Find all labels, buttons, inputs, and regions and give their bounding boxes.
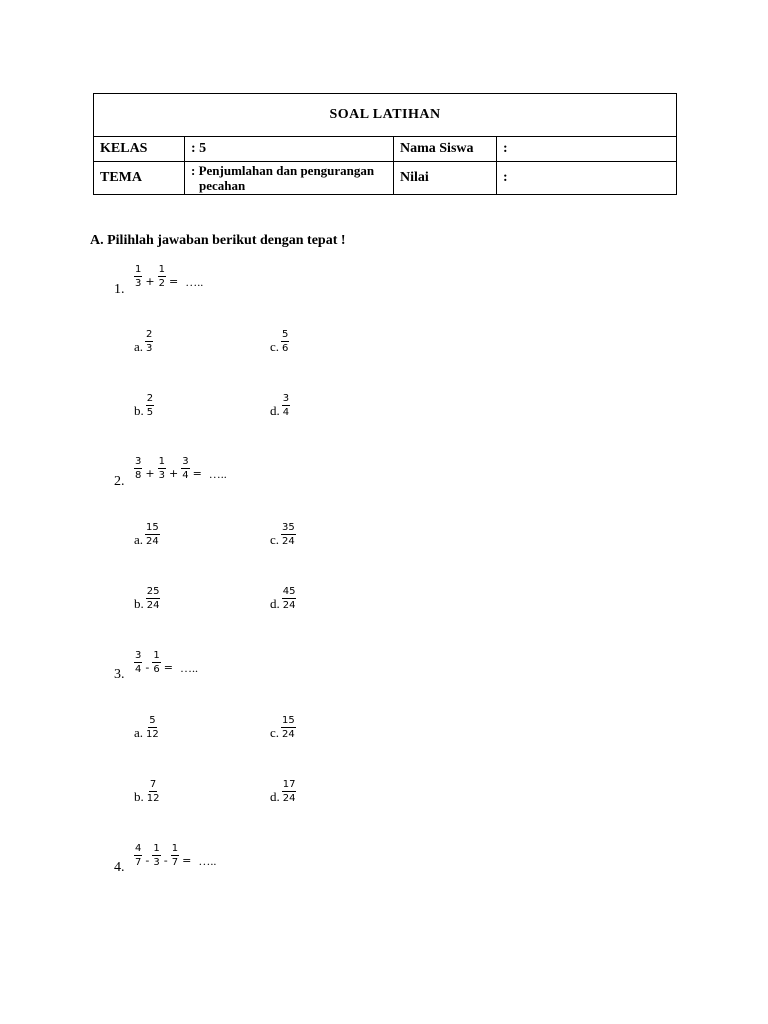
fraction: $\frac{2}{5}$ (146, 393, 154, 418)
question-2-expression (134, 456, 227, 481)
question-1-option-c[interactable]: c. $\frac{5}{6}$ (270, 329, 289, 354)
fraction: $\frac{1}{7}$ (171, 843, 179, 868)
question-1-option-b[interactable]: b. $\frac{2}{5}$ (134, 393, 154, 418)
operator: + (168, 467, 179, 480)
fraction: $\frac{1}{3}$ (135, 264, 142, 289)
fraction: $\frac{1}{3}$ (158, 456, 165, 481)
fraction: $\frac{15}{24}$ (282, 715, 295, 740)
section-a-title: A. Pilihlah jawaban berikut dengan tepat ! (90, 233, 346, 248)
answer-blank: ….. (208, 467, 227, 481)
equals-sign: = (192, 467, 202, 480)
question-3-option-d[interactable]: d. $\frac{17}{24}$ (270, 779, 296, 804)
question-1-expression (134, 264, 203, 289)
question-2-number: 2. (114, 474, 125, 489)
kelas-value: : 5 (185, 137, 394, 162)
question-2-option-b[interactable]: b. $\frac{25}{24}$ (134, 586, 160, 611)
fraction: $\frac{3}{4}$ (135, 650, 142, 675)
equals-sign: = (182, 854, 192, 867)
fraction: $\frac{5}{6}$ (282, 329, 289, 354)
nilai-label: Nilai (394, 162, 497, 195)
fraction: $\frac{3}{4}$ (182, 456, 189, 481)
operator: - (163, 854, 168, 867)
fraction: $\frac{1}{2}$ (158, 264, 165, 289)
question-2-option-c[interactable]: c. $\frac{35}{24}$ (270, 522, 295, 547)
fraction: $\frac{2}{3}$ (146, 329, 153, 354)
question-1-option-d[interactable]: d. $\frac{3}{4}$ (270, 393, 290, 418)
fraction: $\frac{15}{24}$ (146, 522, 159, 547)
fraction: $\frac{5}{12}$ (146, 715, 159, 740)
nama-siswa-value: : (497, 137, 677, 162)
question-1-option-a[interactable]: a. $\frac{2}{3}$ (134, 329, 153, 354)
worksheet-title: SOAL LATIHAN (94, 94, 677, 137)
answer-blank: ….. (185, 275, 204, 289)
tema-value-line2: pecahan (199, 178, 246, 193)
fraction: $\frac{17}{24}$ (282, 779, 296, 804)
nama-siswa-label: Nama Siswa (394, 137, 497, 162)
operator: - (145, 661, 150, 674)
fraction: $\frac{4}{7}$ (135, 843, 142, 868)
equals-sign: = (163, 661, 173, 674)
question-4-number: 4. (114, 860, 125, 875)
fraction: $\frac{3}{4}$ (282, 393, 290, 418)
question-2-option-a[interactable]: a. $\frac{15}{24}$ (134, 522, 159, 547)
question-3-option-b[interactable]: b. $\frac{7}{12}$ (134, 779, 160, 804)
operator: + (145, 275, 155, 288)
header-table (93, 93, 677, 195)
operator: + (145, 467, 155, 480)
equals-sign: = (168, 275, 179, 288)
operator: - (145, 854, 150, 867)
fraction: $\frac{7}{12}$ (146, 779, 160, 804)
fraction: $\frac{1}{3}$ (153, 843, 160, 868)
fraction: $\frac{45}{24}$ (282, 586, 296, 611)
fraction: $\frac{1}{6}$ (153, 650, 160, 675)
question-3-expression (134, 650, 198, 675)
tema-value-line1: : Penjumlahan dan pengurangan (191, 163, 375, 178)
question-3-option-c[interactable]: c. $\frac{15}{24}$ (270, 715, 295, 740)
question-4-expression (134, 843, 216, 868)
fraction: $\frac{25}{24}$ (146, 586, 160, 611)
tema-value (185, 162, 394, 195)
question-2-option-d[interactable]: d. $\frac{45}{24}$ (270, 586, 296, 611)
answer-blank: ….. (198, 854, 217, 868)
question-3-option-a[interactable]: a. $\frac{5}{12}$ (134, 715, 159, 740)
answer-blank: ….. (179, 661, 198, 675)
kelas-label: KELAS (94, 137, 185, 162)
tema-label: TEMA (94, 162, 185, 195)
question-3-number: 3. (114, 667, 125, 682)
fraction: $\frac{35}{24}$ (282, 522, 295, 547)
fraction: $\frac{3}{8}$ (135, 456, 142, 481)
nilai-value: : (497, 162, 677, 195)
question-1-number: 1. (114, 282, 125, 297)
